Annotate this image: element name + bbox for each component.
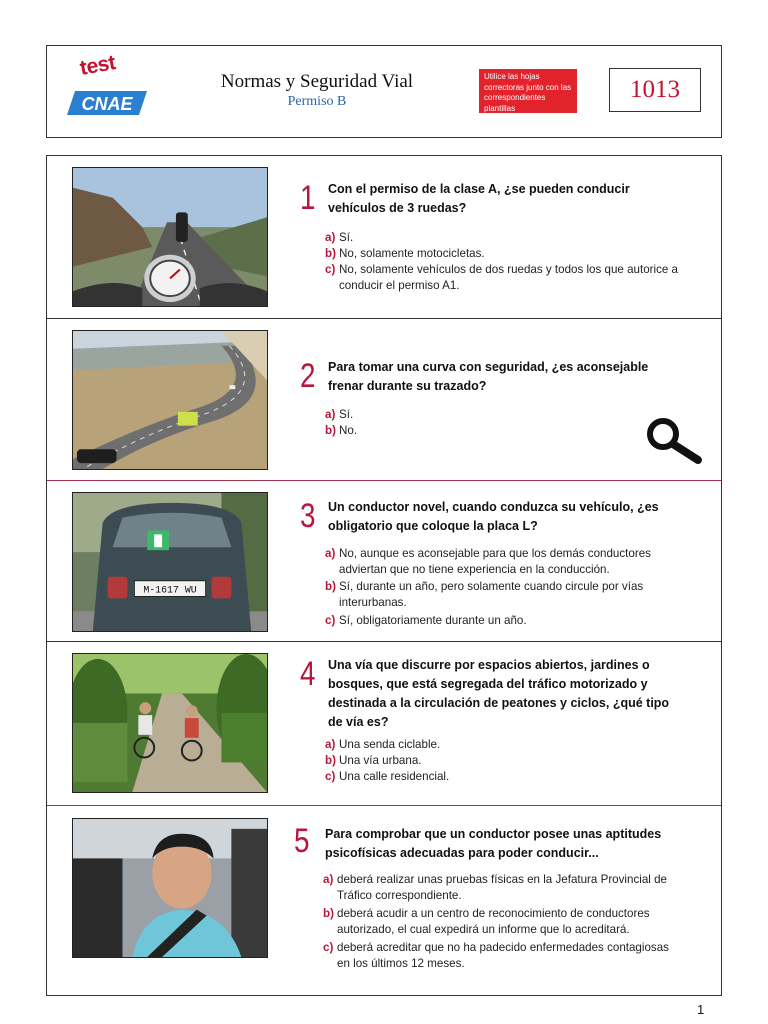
question-1-photo xyxy=(72,167,268,307)
answer-option-letter: a) xyxy=(325,547,336,560)
test-code: 1013 xyxy=(609,68,701,112)
magnifier-icon[interactable] xyxy=(630,410,710,470)
question-5-answer-c[interactable] xyxy=(323,940,685,972)
question-divider xyxy=(47,318,721,319)
page-subtitle: Permiso B xyxy=(287,94,347,109)
question-5-answer-b[interactable] xyxy=(323,906,685,938)
question-3-answer-a[interactable] xyxy=(325,546,687,578)
question-2-number: 2 xyxy=(300,357,316,395)
question-4-text: Una vía que discurre por espacios abiertos, jardines o bosques, que está segregada del tráfico motorizado y destinada a la circulación de peatones y ciclos, ¿qué tipo de vía es? xyxy=(328,658,670,729)
answer-text: deberá acudir a un centro de reconocimiento de conductores autorizado, el cual expedirá un informe que lo acreditará. xyxy=(337,907,650,936)
question-5-text: Para comprobar que un conductor posee unas aptitudes psicofísicas adecuadas para poder conducir... xyxy=(325,827,662,860)
question-2-text: Para tomar una curva con seguridad, ¿es aconsejable frenar durante su trazado? xyxy=(328,360,649,393)
answer-option-letter: c) xyxy=(325,263,336,276)
answer-option-letter: b) xyxy=(325,580,336,593)
question-1-number: 1 xyxy=(300,179,316,217)
question-1-answer-a[interactable] xyxy=(325,230,687,246)
answer-option-letter: a) xyxy=(325,738,336,751)
question-divider xyxy=(47,480,721,481)
page-number: 1 xyxy=(697,1002,705,1017)
answer-text: Una senda ciclable. xyxy=(339,738,441,751)
answer-option-letter: a) xyxy=(323,873,334,886)
answer-text: No, solamente vehículos de dos ruedas y todos los que autorice a conducir el permiso A1. xyxy=(339,263,678,292)
question-3-number: 3 xyxy=(300,497,316,535)
answer-option-letter: b) xyxy=(325,754,336,767)
answer-text: Una vía urbana. xyxy=(339,754,422,767)
cnae-logo-text: CNAE xyxy=(81,94,133,114)
answer-text: Sí, durante un año, pero solamente cuando circule por vías interurbanas. xyxy=(339,580,644,609)
logo-test-text: test xyxy=(78,51,118,80)
question-5-answer-a[interactable] xyxy=(323,872,685,904)
question-1-answer-c[interactable] xyxy=(325,262,687,294)
answer-text: No. xyxy=(339,424,358,437)
answer-option-letter: b) xyxy=(323,907,334,920)
question-divider xyxy=(47,805,721,806)
question-3-photo xyxy=(72,492,268,632)
answer-text: No, solamente motocicletas. xyxy=(339,247,485,260)
question-5-number: 5 xyxy=(294,822,310,860)
question-4-photo xyxy=(72,653,268,793)
license-plate-text: M-1617 WU xyxy=(143,584,197,596)
cnae-logo xyxy=(67,91,147,115)
question-3-text: Un conductor novel, cuando conduzca su vehículo, ¿es obligatorio que coloque la placa L? xyxy=(328,500,659,533)
page-title: Normas y Seguridad Vial xyxy=(220,71,414,92)
question-3-answer-b[interactable] xyxy=(325,579,687,611)
question-4-answer-b[interactable] xyxy=(325,753,687,769)
question-3-answer-c[interactable] xyxy=(325,613,687,629)
answer-text: Sí, obligatoriamente durante un año. xyxy=(339,614,527,627)
answer-option-letter: a) xyxy=(325,231,336,244)
question-1-text: Con el permiso de la clase A, ¿se pueden conducir vehículos de 3 ruedas? xyxy=(328,182,630,215)
question-2-photo xyxy=(72,330,268,470)
question-4-answer-a[interactable] xyxy=(325,737,687,753)
question-divider xyxy=(47,641,721,642)
answer-option-letter: b) xyxy=(325,424,336,437)
answer-text: deberá realizar unas pruebas físicas en la Jefatura Provincial de Tráfico correspondiente. xyxy=(337,873,667,902)
question-4-answer-c[interactable] xyxy=(325,769,687,785)
answer-option-letter: b) xyxy=(325,247,336,260)
question-1-answer-b[interactable] xyxy=(325,246,687,262)
answer-text: Sí. xyxy=(339,231,354,244)
question-4-number: 4 xyxy=(300,655,316,693)
answer-text: Una calle residencial. xyxy=(339,770,450,783)
answer-text: No, aunque es aconsejable para que los demás conductores adviertan que no tiene experiencia en la conducción. xyxy=(339,547,651,576)
answer-option-letter: c) xyxy=(325,614,336,627)
header xyxy=(46,45,722,138)
question-5-photo xyxy=(72,818,268,958)
answer-option-letter: c) xyxy=(325,770,336,783)
answer-text: Sí. xyxy=(339,408,354,421)
answer-option-letter: c) xyxy=(323,941,334,954)
answer-option-letter: a) xyxy=(325,408,336,421)
answer-text: deberá acreditar que no ha padecido enfermedades contagiosas en los últimos 12 meses. xyxy=(337,941,669,970)
instructions-note: Utilice las hojas correctoras junto con las correspondientes plantillas xyxy=(479,69,577,113)
